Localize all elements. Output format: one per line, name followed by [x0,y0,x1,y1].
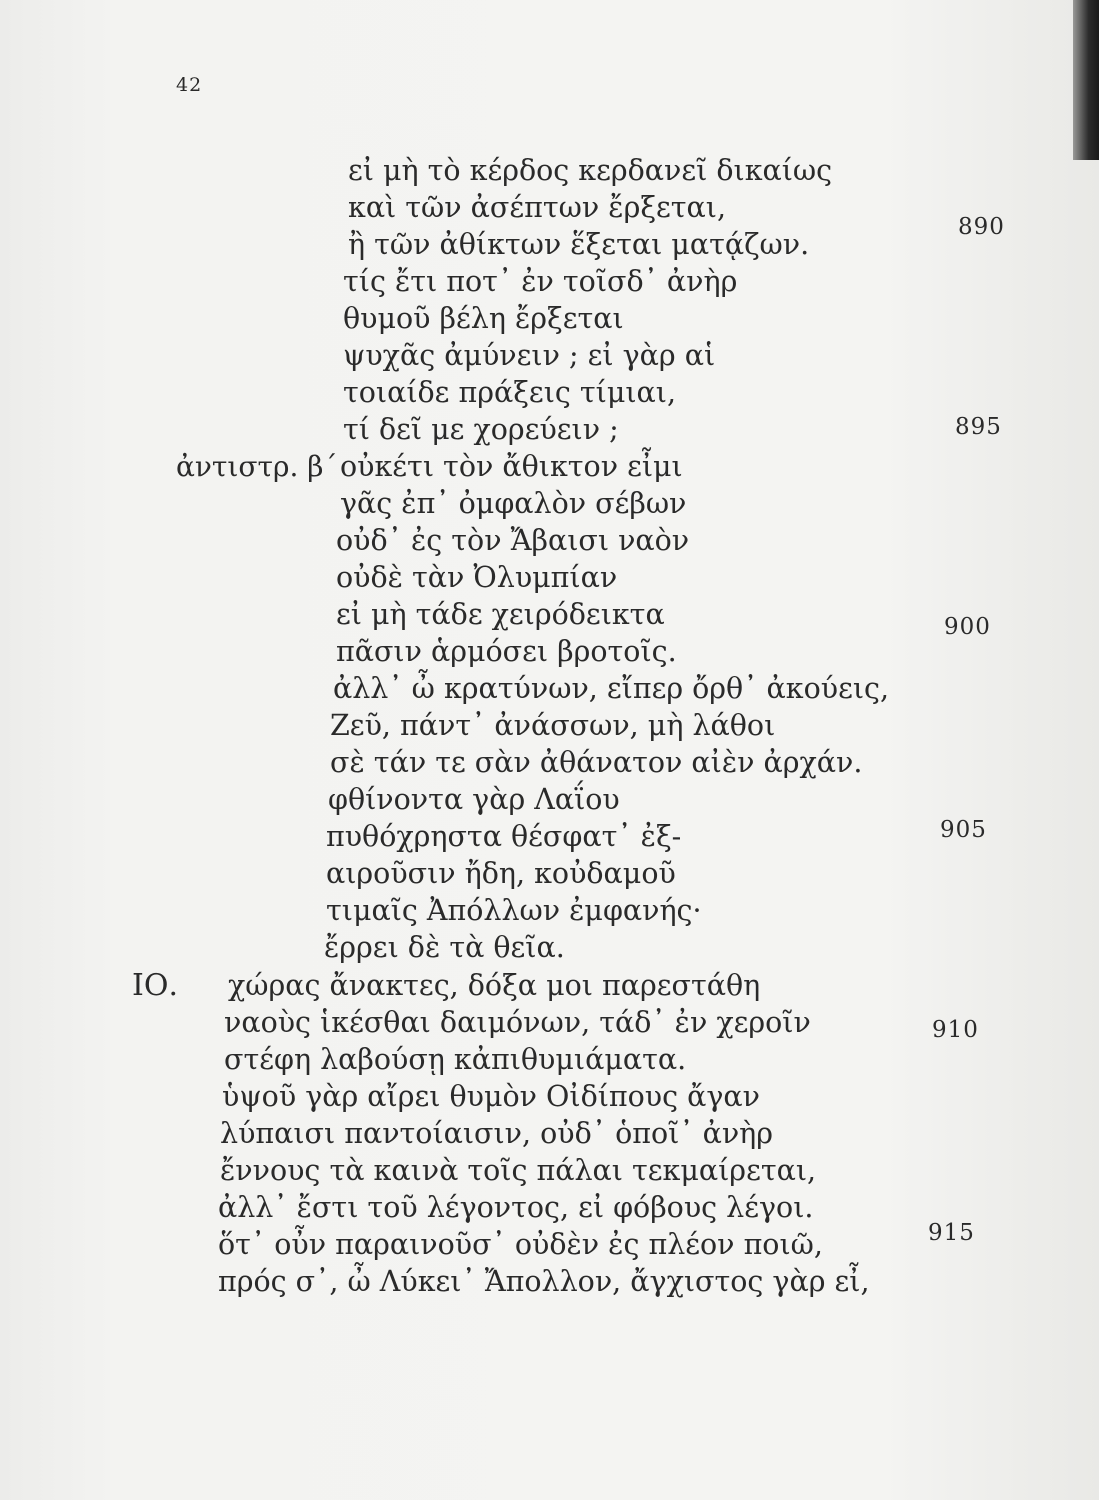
verse-line: λύπαισι παντοίαισιν, οὐδ᾽ ὁποῖ᾽ ἀνὴρ [220,1117,774,1150]
verse-line: πᾶσιν ἁρμόσει βροτοῖς. [336,635,677,668]
verse-line: στέφη λαβούσῃ κἀπιθυμιάματα. [224,1043,687,1076]
verse-line: οὐδὲ τὰν Ὀλυμπίαν [336,561,618,594]
verse-line: χώρας ἄνακτες, δόξα μοι παρεστάθη [228,969,761,1002]
line-number: 910 [932,1017,979,1043]
line-number: 915 [928,1220,975,1246]
verse-line: ἔρρει δὲ τὰ θεῖα. [324,931,565,964]
line-number: 900 [944,614,991,640]
verse-line: τί δεῖ με χορεύειν ; [343,413,619,446]
scan-edge-shadow [1073,0,1099,160]
verse-line: τοιαίδε πράξεις τίμιαι, [343,376,677,409]
verse-line: ἀλλ᾽ ἔστι τοῦ λέγοντος, εἰ φόβους λέγοι. [218,1191,814,1224]
verse-line: ἔννους τὰ καινὰ τοῖς πάλαι τεκμαίρεται, [220,1154,817,1187]
verse-line: καὶ τῶν ἀσέπτων ἔρξεται, [348,191,727,224]
verse-line: οὐδ᾽ ἐς τὸν Ἄβαισι ναὸν [336,524,690,557]
verse-line: θυμοῦ βέλη ἔρξεται [343,302,624,335]
verse-line: πυθόχρηστα θέσφατ᾽ ἐξ- [326,820,682,853]
verse-line: σὲ τάν τε σὰν ἀθάνατον αἰὲν ἀρχάν. [330,746,863,779]
verse-line: ναοὺς ἱκέσθαι δαιμόνων, τάδ᾽ ἐν χεροῖν [224,1006,811,1039]
page-number: 42 [176,74,203,96]
line-number: 890 [958,214,1005,240]
verse-line: ὑψοῦ γὰρ αἴρει θυμὸν Οἰδίπους ἄγαν [222,1080,760,1113]
verse-line: Ζεῦ, πάντ᾽ ἀνάσσων, μὴ λάθοι [330,709,776,742]
verse-line: ψυχᾶς ἀμύνειν ; εἰ γὰρ αἱ [343,339,716,372]
verse-line: ἀλλ᾽ ὦ κρατύνων, εἴπερ ὄρθ᾽ ἀκούεις, [333,672,890,705]
verse-line: φθίνοντα γὰρ Λαΐου [328,783,620,816]
line-number: 895 [955,414,1002,440]
verse-line: τίς ἔτι ποτ᾽ ἐν τοῖσδ᾽ ἀνὴρ [343,265,738,298]
verse-line: εἰ μὴ τὸ κέρδος κερδανεῖ δικαίως [348,154,833,187]
verse-line: ἢ τῶν ἀθίκτων ἕξεται ματᾴζων. [348,228,810,261]
verse-line: πρός σ᾽, ὦ Λύκει᾽ Ἄπολλον, ἄγχιστος γὰρ εἶ, [218,1265,870,1298]
verse-line: αιροῦσιν ἤδη, κοὐδαμοῦ [326,857,676,890]
speaker-marker: ΙΟ. [132,968,178,1003]
antistrophe-marker: ἀντιστρ. β´ [176,450,338,483]
verse-line: οὐκέτι τὸν ἄθικτον εἶμι [340,450,683,483]
verse-line: ὅτ᾽ οὖν παραινοῦσ᾽ οὐδὲν ἐς πλέον ποιῶ, [218,1228,823,1261]
verse-line: γᾶς ἐπ᾽ ὀμφαλὸν σέβων [340,487,687,520]
line-number: 905 [940,817,987,843]
verse-line: τιμαῖς Ἀπόλλων ἐμφανής· [326,894,702,927]
verse-line: εἰ μὴ τάδε χειρόδεικτα [336,598,665,631]
